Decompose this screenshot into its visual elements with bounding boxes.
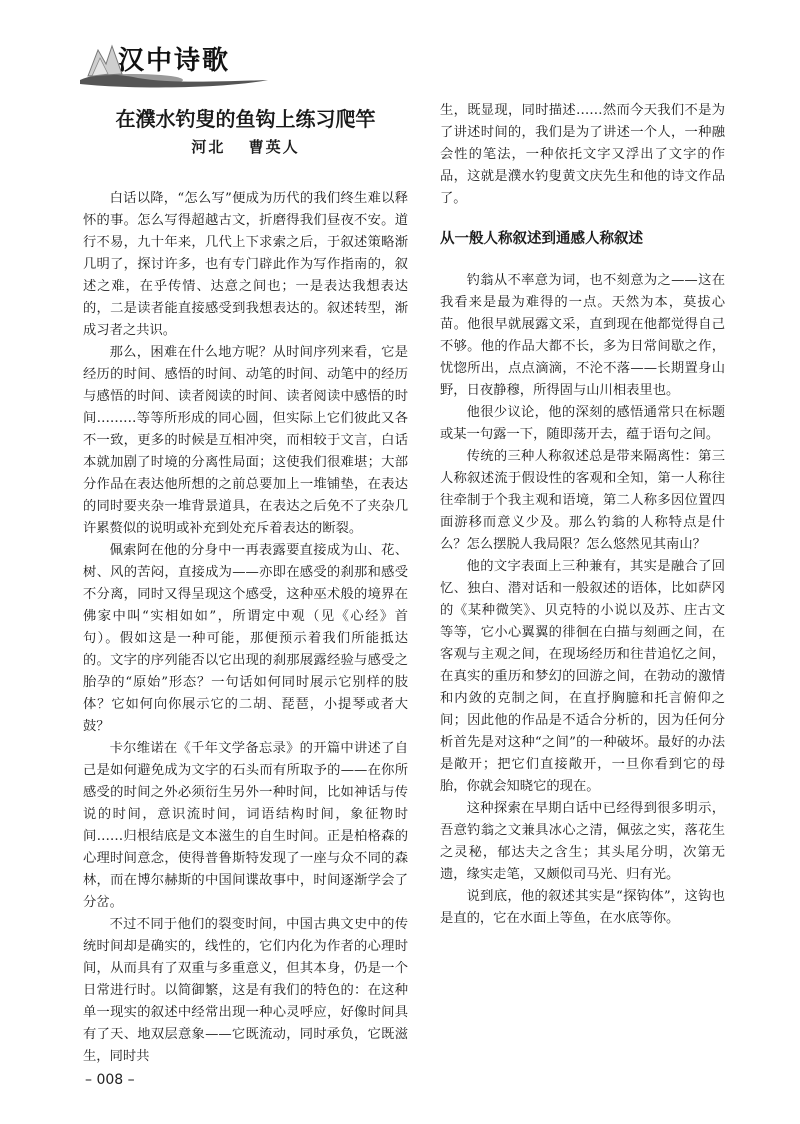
right-body — [440, 270, 725, 930]
paragraph: 白话以降，“怎么写”便成为历代的我们终生难以释怀的事。怎么写得超越古文，折磨得我们昼夜不安。道行不易，九十年来，几代上下求索之后，于叙述策略渐几明了，探讨许多，也有专门辟此作为写作指南的，叙述之难，在乎传情、达意之间也；一是表达我想表达的，二是读者能直接感受到我想表达的。叙述转型，渐成习者之共识。 — [83, 191, 408, 338]
paragraph: 钓翁从不率意为词，也不刻意为之——这在我看来是最为难得的一点。天然为本，莫拔心苗。他很早就展露文采，直到现在他都觉得自己不够。他的作品大都不长，多为日常间歇之作，忧惚所出，点点滴滴，不沦不落——长期置身山野，日夜静穆，所得固与山川相表里也。 — [440, 273, 725, 398]
byline — [83, 136, 408, 158]
author-name: 曹英人 — [248, 138, 300, 156]
article-title: 在濮水钓叟的鱼钩上练习爬竿 — [115, 107, 376, 131]
section-title: 汉中诗歌 — [118, 46, 231, 76]
page-number: – 008 – — [85, 1072, 135, 1088]
paragraph: 这种探索在早期白话中已经得到很多明示，吾意钓翁之文兼具冰心之清，佩弦之实，落花生之灵秘，郁达夫之含生；其头尾分明，次第无遗，缘实走笔，又颇似司马光、归有光。 — [440, 801, 725, 882]
section-heading: 从一般人称叙述到通感人称叙述 — [440, 231, 643, 247]
paragraph: 那么，困难在什么地方呢？从时间序列来看，它是经历的时间、感悟的时间、动笔的时间、动笔中的经历与感悟的时间、读者阅读的时间、读者阅读中感悟的时间………等等所形成的同心圆，但实际上它们彼此又各不一致，更多的时候是互相冲突，而相较于文言，白话本就加剧了时境的分离性局面；这使我们很难堪；大部分作品在表达他所想的之前总要加上一堆铺垫，在表达的同时要夹杂一堆背景道具，在表达之后免不了夹杂几许累赘似的说明或补充到处充斥着表达的断裂。 — [83, 345, 408, 536]
paragraph: 卡尔维诺在《千年文学备忘录》的开篇中讲述了自己是如何避免成为文字的石头而有所取予的——在你所感受的时间之外必须衍生另外一种时间，比如神话与传说的时间，意识流时间，词语结构时间，象征物时间……归根结底是文本滋生的自生时间。正是柏格森的心理时间意念，使得普鲁斯特发现了一座与众不同的森林，而在博尔赫斯的中国间谍故事中，时间逐渐学会了分岔。 — [83, 741, 408, 910]
paragraph: 他很少议论，他的深刻的感悟通常只在标题或某一句露一下，随即荡开去，蕴于语句之间。 — [440, 405, 725, 442]
paragraph: 不过不同于他们的裂变时间，中国古典文史中的传统时间却是确实的，线性的，它们内化为作者的心理时间，从而具有了双重与多重意义，但其本身，仍是一个日常进行时。以简御繁，这是有我们的特色的：在这种单一现实的叙述中经常出现一种心灵呼应，好像时间具有了天、地双层意象——它既流动，同时承负，它既滋生，同时共 — [83, 917, 408, 1064]
right-column — [440, 100, 725, 930]
paragraph: 说到底，他的叙述其实是“探钩体”，这钩也是直的，它在水面上等鱼，在水底等你。 — [440, 889, 725, 926]
left-body — [83, 188, 408, 1068]
paragraph: 佩索阿在他的分身中一再表露要直接成为山、花、树、风的苦闷，直接成为——亦即在感受的刹那和感受不分离，同时又得呈现这个感受，这种巫术般的境界在佛家中叫“实相如如”，所谓定中观（见《心经》首句）。假如这是一种可能，那便预示着我们所能抵达的。文字的序列能否以它出现的刹那展露经验与感受之胎孕的“原始”形态？一句话如何同时展示它别样的肢体？它如何向你展示它的二胡、琵琶，小提琴或者大鼓？ — [83, 543, 408, 734]
section-masthead — [78, 28, 298, 98]
continued-text — [440, 100, 725, 210]
left-column — [83, 100, 408, 1068]
paragraph: 他的文字表面上三种兼有，其实是融合了回忆、独白、潜对话和一般叙述的语体，比如萨冈的《某种微笑》、贝克特的小说以及苏、庄古文等等，它小心翼翼的徘徊在白描与刻画之间，在客观与主观之间，在现场经历和往昔追忆之间，在真实的重历和梦幻的回游之间，在勃动的激情和内敛的克制之间，在直抒胸臆和托言俯仰之间；因此他的作品是不适合分析的，因为任何分析首先是对这种“之间”的一种破坏。最好的办法是敞开；把它们直接敞开，一旦你看到它的母胎，你就会知晓它的现在。 — [440, 559, 725, 794]
paragraph: 生，既显现，同时描述……然而今天我们不是为了讲述时间的，我们是为了讲述一个人，一种融会性的笔法，一种依托文字又浮出了文字的作品，这就是濮水钓叟黄文庆先生和他的诗文作品了。 — [440, 103, 725, 206]
author-region: 河北 — [191, 138, 226, 156]
paragraph: 传统的三种人称叙述总是带来隔离性：第三人称叙述流于假设性的客观和全知，第一人称往往牵制于个我主观和语境，第二人称多因位置四面游移而意义少及。那么钓翁的人称特点是什么？怎么摆脱人我局限？怎么悠然见其南山？ — [440, 449, 725, 552]
